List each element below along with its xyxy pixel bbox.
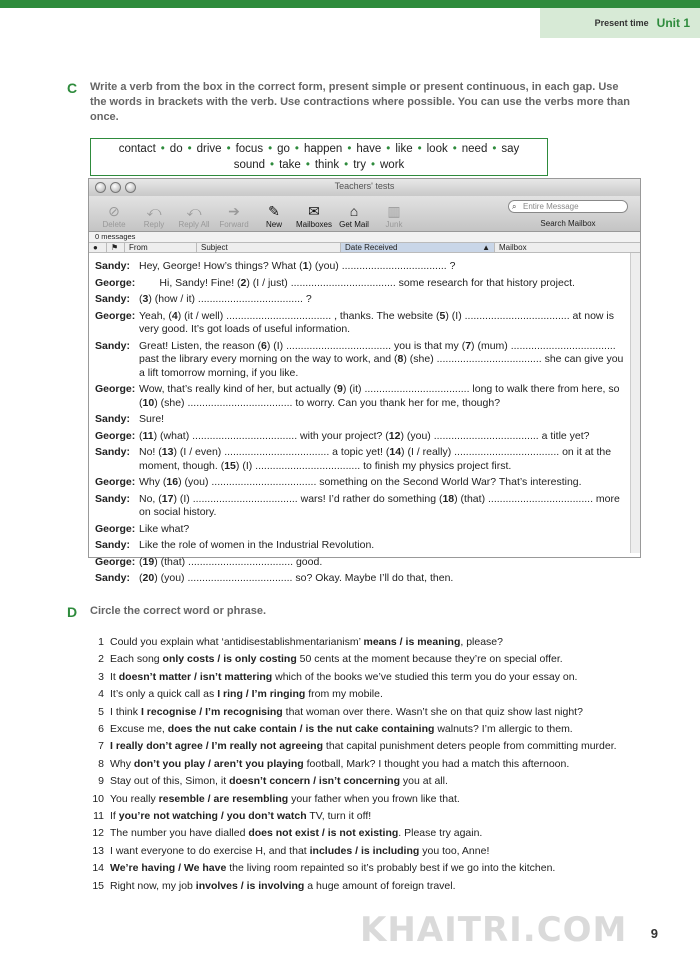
exercise-item <box>88 634 688 651</box>
speaker: George: <box>95 476 136 488</box>
dialogue-line <box>95 523 640 537</box>
delete-icon: ⊘ <box>108 203 120 219</box>
scrollbar[interactable] <box>630 253 640 553</box>
item-number: 14 <box>92 862 104 875</box>
search-label: Search Mailbox <box>540 219 596 228</box>
verb-item: try <box>353 159 366 171</box>
bullet-icon: • <box>344 159 349 171</box>
exercise-item <box>88 738 688 755</box>
verb-item: take <box>279 159 301 171</box>
search-input[interactable] <box>508 200 628 213</box>
verb-item: need <box>461 143 488 155</box>
junk-button[interactable] <box>375 202 413 229</box>
junk-icon: ▥ <box>387 203 401 219</box>
verb-item: happen <box>303 143 343 155</box>
exercise-letter: C <box>67 80 78 96</box>
speaker: George: <box>95 276 136 289</box>
verb-item: look <box>426 143 448 155</box>
dialogue-line <box>95 446 640 473</box>
item-number: 7 <box>98 740 104 753</box>
sort-arrow-icon: ▲ <box>482 243 490 252</box>
item-text: Stay out of this, Simon, it doesn’t concern / isn’t concerning you at all. <box>110 775 448 788</box>
bullet-icon: • <box>270 159 275 171</box>
verb-item: focus <box>235 143 264 155</box>
toolbar-label: Reply <box>143 220 165 229</box>
exercise-item <box>88 860 688 877</box>
item-number: 13 <box>92 844 104 857</box>
bullet-icon: • <box>268 143 273 155</box>
top-bar <box>0 0 700 8</box>
speaker: George: <box>95 555 136 568</box>
reply-icon: ⤺ <box>146 203 162 219</box>
toolbar-label: Junk <box>385 220 403 229</box>
column-headers <box>89 242 640 253</box>
dialogue-line <box>95 260 640 274</box>
exercise-item <box>88 669 688 686</box>
bullet-icon: • <box>305 159 310 171</box>
speaker: Sandy: <box>95 492 131 505</box>
exercise-item <box>88 791 688 808</box>
item-number: 8 <box>98 757 104 770</box>
toolbar-label: Forward <box>219 220 249 229</box>
exercise-item <box>88 704 688 721</box>
get-mail-icon: ⌂ <box>349 203 359 219</box>
item-text: It doesn’t matter / isn’t mattering which of the books we’ve studied this term you do your essay on. <box>110 670 578 683</box>
column-from[interactable]: From <box>125 243 197 252</box>
mail-window <box>88 178 641 584</box>
line-text: Great! Listen, the reason (6) (I) .................................... you is that my (7) (mum) .................................... past the library every morning on the way to work, and (8) (she) .................................... she can give you a lift tomorrow morning, if you like. <box>139 339 624 379</box>
mailboxes-button[interactable] <box>295 202 333 229</box>
line-text: No, (17) (I) .................................... wars! I’d rather do something (18) (that) .................................... more on social history. <box>139 492 620 518</box>
new-icon: ✎ <box>268 203 280 219</box>
dialogue-line <box>95 293 640 307</box>
delete-button[interactable] <box>95 202 133 229</box>
forward-icon: ➔ <box>228 203 240 219</box>
line-text: Wow, that’s really kind of her, but actually (9) (it) .................................... long to walk there from here, so (10) (she) .................................... to worry. Can you thank her for me, though? <box>139 383 620 409</box>
verb-row <box>91 141 547 157</box>
bullet-icon: • <box>226 143 231 155</box>
item-text: Why don’t you play / aren’t you playing football, Mark? I thought you had a match this afternoon. <box>110 757 570 770</box>
item-number: 3 <box>98 670 104 683</box>
reply-all-icon: ⤺ <box>186 203 202 219</box>
bullet-icon: • <box>160 143 165 155</box>
exercise-instructions: Write a verb from the box in the correct form, present simple or present continuous, in each gap. Use the words in brackets with the verb. Use contractions where possible. You can use the verbs more than once. <box>90 81 630 123</box>
search-area <box>508 200 628 228</box>
mail-toolbar <box>89 196 640 232</box>
item-number: 11 <box>93 810 104 823</box>
bullet-icon: • <box>492 143 497 155</box>
new-button[interactable] <box>255 202 293 229</box>
column-mailbox[interactable]: Mailbox <box>499 243 527 252</box>
verb-item: think <box>314 159 340 171</box>
exercise-letter: D <box>67 604 78 620</box>
item-number: 9 <box>98 775 104 788</box>
item-text: I want everyone to do exercise H, and that includes / is including you too, Anne! <box>110 844 490 857</box>
dialogue-line <box>95 556 640 570</box>
item-text: The number you have dialled does not exist / is not existing. Please try again. <box>110 827 483 840</box>
toolbar-label: Mailboxes <box>295 220 332 229</box>
line-text: Like what? <box>139 522 190 535</box>
toolbar-label: Delete <box>102 220 126 229</box>
item-number: 5 <box>98 705 104 718</box>
verb-box <box>90 138 548 176</box>
item-number: 6 <box>98 723 104 736</box>
line-text: Hi, Sandy! Fine! (2) (I / just) .................................... some research for that history project. <box>139 276 575 289</box>
exercise-item <box>88 721 688 738</box>
line-text: (3) (how / it) .................................... ? <box>139 293 312 305</box>
exercise-c <box>67 80 630 125</box>
speaker: Sandy: <box>95 339 131 352</box>
speaker: Sandy: <box>95 539 131 551</box>
column-subject[interactable]: Subject <box>197 243 341 252</box>
dialogue-line <box>95 539 640 553</box>
line-text: (20) (you) .................................... so? Okay. Maybe I’ll do that, then. <box>139 572 454 584</box>
item-text: We’re having / We have the living room repainted so it’s probably best if we go into the kitchen. <box>110 862 556 875</box>
item-text: You really resemble / are resembling your father when you frown like that. <box>110 792 460 805</box>
reply-button[interactable] <box>135 202 173 229</box>
item-text: It’s only a quick call as I ring / I’m ringing from my mobile. <box>110 688 383 701</box>
message-body <box>89 253 640 584</box>
exercise-item <box>88 825 688 842</box>
exercise-d <box>67 604 267 620</box>
speaker: Sandy: <box>95 413 131 425</box>
exercise-instructions: Circle the correct word or phrase. <box>90 605 267 617</box>
bullet-icon: • <box>452 143 457 155</box>
column-date-received[interactable]: Date Received ▲ <box>341 243 495 252</box>
page-number: 9 <box>650 926 658 941</box>
item-text: Excuse me, does the nut cake contain / is the nut cake containing walnuts? I’m allergic to them. <box>110 723 573 736</box>
verb-item: say <box>501 143 520 155</box>
mailboxes-icon: ✉ <box>308 203 320 219</box>
dialogue-line <box>95 430 640 444</box>
item-text: I think I recognise / I’m recognising that woman over there. Wasn’t she on that quiz show last night? <box>110 705 583 718</box>
line-text: (19) (that) .................................... good. <box>139 555 323 568</box>
item-text: Each song only costs / is only costing 50 cents at the moment because they’re on special offer. <box>110 653 563 666</box>
item-text: I really don’t agree / I’m really not agreeing that capital punishment deters people from committing murder. <box>110 740 617 753</box>
item-number: 10 <box>92 792 104 805</box>
bullet-icon: • <box>187 143 192 155</box>
exercise-item <box>88 878 688 895</box>
speaker: Sandy: <box>95 446 131 458</box>
verb-item: work <box>380 159 405 171</box>
bullet-icon: • <box>347 143 352 155</box>
reply-all-button[interactable] <box>175 202 213 229</box>
speaker: George: <box>95 429 136 442</box>
verb-row <box>91 157 547 173</box>
exercise-item <box>88 756 688 773</box>
exercise-item <box>88 651 688 668</box>
title-bar <box>89 179 640 196</box>
dialogue-line <box>95 310 640 337</box>
item-number: 4 <box>98 688 104 701</box>
dialogue-line <box>95 413 640 427</box>
item-text: Could you explain what ‘antidisestablishmentarianism’ means / is meaning, please? <box>110 636 503 648</box>
line-text: Yeah, (4) (it / well) .................................... , thanks. The website (5) (I) .................................... at now is very good. It’s got loads of useful information. <box>139 309 614 335</box>
section-title: Present time <box>594 18 649 28</box>
line-text: No! (13) (I / even) .................................... a topic yet! (14) (I / really) .................................... on it at the moment, though. (15) (I) .................................... to finish my physics project first. <box>139 446 612 472</box>
dialogue-line <box>95 383 640 410</box>
forward-button[interactable] <box>215 202 253 229</box>
watermark: KHAITRI.COM <box>360 910 628 950</box>
line-text: Like the role of women in the Industrial Revolution. <box>139 539 375 551</box>
get-mail-button[interactable] <box>335 202 373 229</box>
verb-item: have <box>356 143 382 155</box>
line-text: (11) (what) .................................... with your project? (12) (you) .................................... a title yet? <box>139 429 590 442</box>
line-text: Sure! <box>139 413 165 425</box>
speaker: Sandy: <box>95 572 131 584</box>
dialogue-line <box>95 572 640 586</box>
item-number: 1 <box>98 636 104 648</box>
line-text: Why (16) (you) .................................... something on the Second World War? That’s interesting. <box>139 476 582 488</box>
item-text: Right now, my job involves / is involving a huge amount of foreign travel. <box>110 879 456 892</box>
item-number: 12 <box>92 827 104 840</box>
bullet-icon: • <box>417 143 422 155</box>
toolbar-label: Get Mail <box>339 220 369 229</box>
unit-tab <box>540 8 700 38</box>
item-number: 2 <box>98 653 104 666</box>
verb-item: do <box>169 143 183 155</box>
speaker: George: <box>95 309 136 322</box>
speaker: George: <box>95 522 136 535</box>
line-text: Hey, George! How’s things? What (1) (you) .................................... ? <box>139 260 456 272</box>
speaker: George: <box>95 383 136 395</box>
verb-item: like <box>395 143 413 155</box>
dialogue-line <box>95 493 640 520</box>
exercise-item <box>88 808 688 825</box>
dialogue-line <box>95 476 640 490</box>
verb-item: sound <box>233 159 266 171</box>
status-column-icon[interactable]: ● <box>89 243 107 252</box>
window-title: Teachers' tests <box>334 181 395 191</box>
unit-label: Unit 1 <box>656 16 690 30</box>
search-icon: ⌕ <box>512 202 517 211</box>
speaker: Sandy: <box>95 260 131 272</box>
search-placeholder: Entire Message <box>523 202 579 211</box>
dialogue-line <box>95 340 640 381</box>
item-text: If you’re not watching / you don’t watch TV, turn it off! <box>110 810 372 823</box>
dialogue-line <box>95 277 640 291</box>
exercise-item <box>88 686 688 703</box>
bullet-icon: • <box>370 159 375 171</box>
message-count: 0 messages <box>89 232 640 242</box>
bullet-icon: • <box>386 143 391 155</box>
toolbar-label: Reply All <box>178 220 210 229</box>
speaker: Sandy: <box>95 293 131 305</box>
exercise-item <box>88 773 688 790</box>
toolbar-label: New <box>265 220 282 229</box>
item-number: 15 <box>92 879 104 892</box>
flag-column-icon[interactable]: ⚑ <box>107 243 125 252</box>
bullet-icon: • <box>294 143 299 155</box>
verb-item: drive <box>196 143 222 155</box>
verb-item: go <box>277 143 290 155</box>
exercise-item <box>88 843 688 860</box>
verb-item: contact <box>118 143 156 155</box>
exercise-items <box>88 634 688 895</box>
